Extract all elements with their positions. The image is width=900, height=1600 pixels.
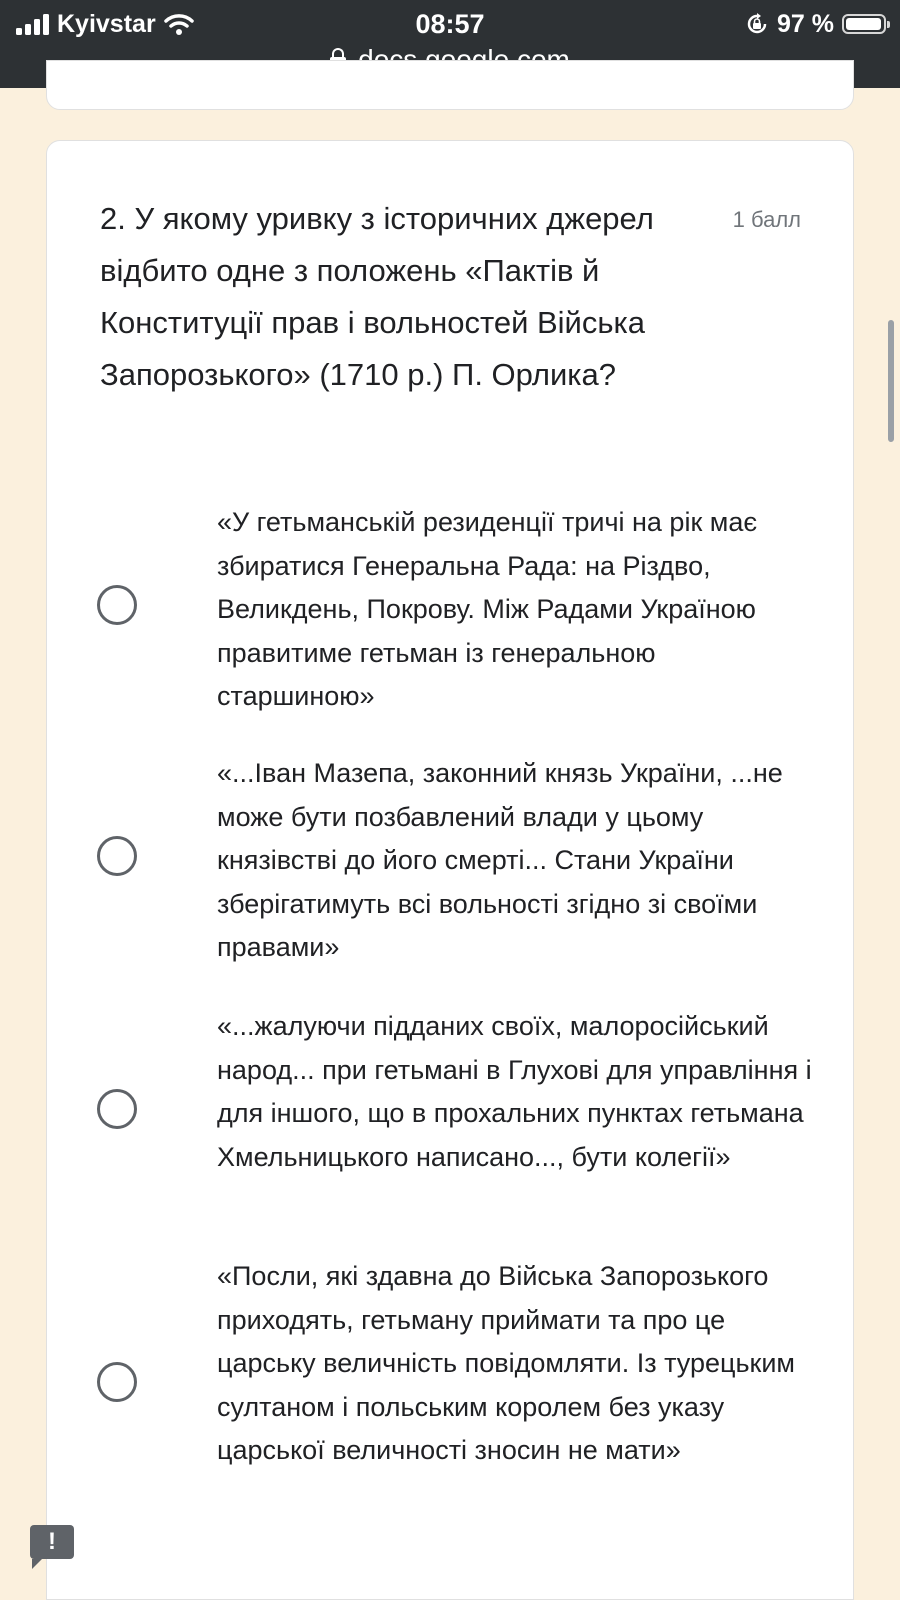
- answer-option-3[interactable]: [97, 1005, 812, 1205]
- radio-button[interactable]: [97, 1362, 137, 1402]
- answer-option-2[interactable]: [97, 752, 797, 962]
- report-feedback-icon[interactable]: [30, 1525, 74, 1559]
- answer-option-text: «Посли, які здавна до Війська Запорозького приходять, гетьману приймати та про це царську величність повідомляти. Із турецьким султаном і польським королем без указу царської величності зносин не мати»: [217, 1261, 795, 1465]
- question-card: [46, 140, 854, 1600]
- carrier-name: Kyivstar: [57, 9, 156, 38]
- answer-option-1[interactable]: [97, 501, 797, 711]
- feedback-icon-label: !: [48, 1528, 56, 1555]
- answer-option-text: «У гетьманській резиденції тричі на рік має збиратися Генеральна Рада: на Різдво, Великдень, Покрову. Між Радами Україною правитиме гетьман із генеральною старшиною»: [217, 507, 758, 711]
- battery-percent: 97 %: [777, 9, 834, 38]
- battery-icon: [842, 14, 886, 34]
- question-points: 1 балл: [732, 207, 801, 232]
- radio-button[interactable]: [97, 836, 137, 876]
- status-bar-right: [745, 8, 886, 40]
- radio-button[interactable]: [97, 585, 137, 625]
- answer-option-text: «...жалуючи підданих своїх, малоросійський народ... при гетьмані в Глухові для управління і для іншого, що в прохальних пунктах гетьмана Хмельницького написано..., бути колегії»: [217, 1011, 812, 1172]
- clock: 08:57: [415, 9, 485, 39]
- battery-fill: [846, 18, 881, 30]
- rotation-lock-icon: [745, 12, 769, 36]
- radio-button[interactable]: [97, 1089, 137, 1129]
- question-title: 2. У якому уривку з історичних джерел відбито одне з положень «Пактів й Конституції прав і вольностей Війська Запорозького» (1710 р.) П. Орлика?: [100, 201, 654, 392]
- answer-option-4[interactable]: [97, 1255, 797, 1505]
- scrollbar-thumb[interactable]: [888, 320, 894, 442]
- answer-option-text: «...Іван Мазепа, законний князь України, ...не може бути позбавлений влади у цьому князівстві до його смерті... Стани України зберігатимуть всі вольності згідно зі своїми правами»: [217, 758, 783, 962]
- previous-question-card: [46, 60, 854, 110]
